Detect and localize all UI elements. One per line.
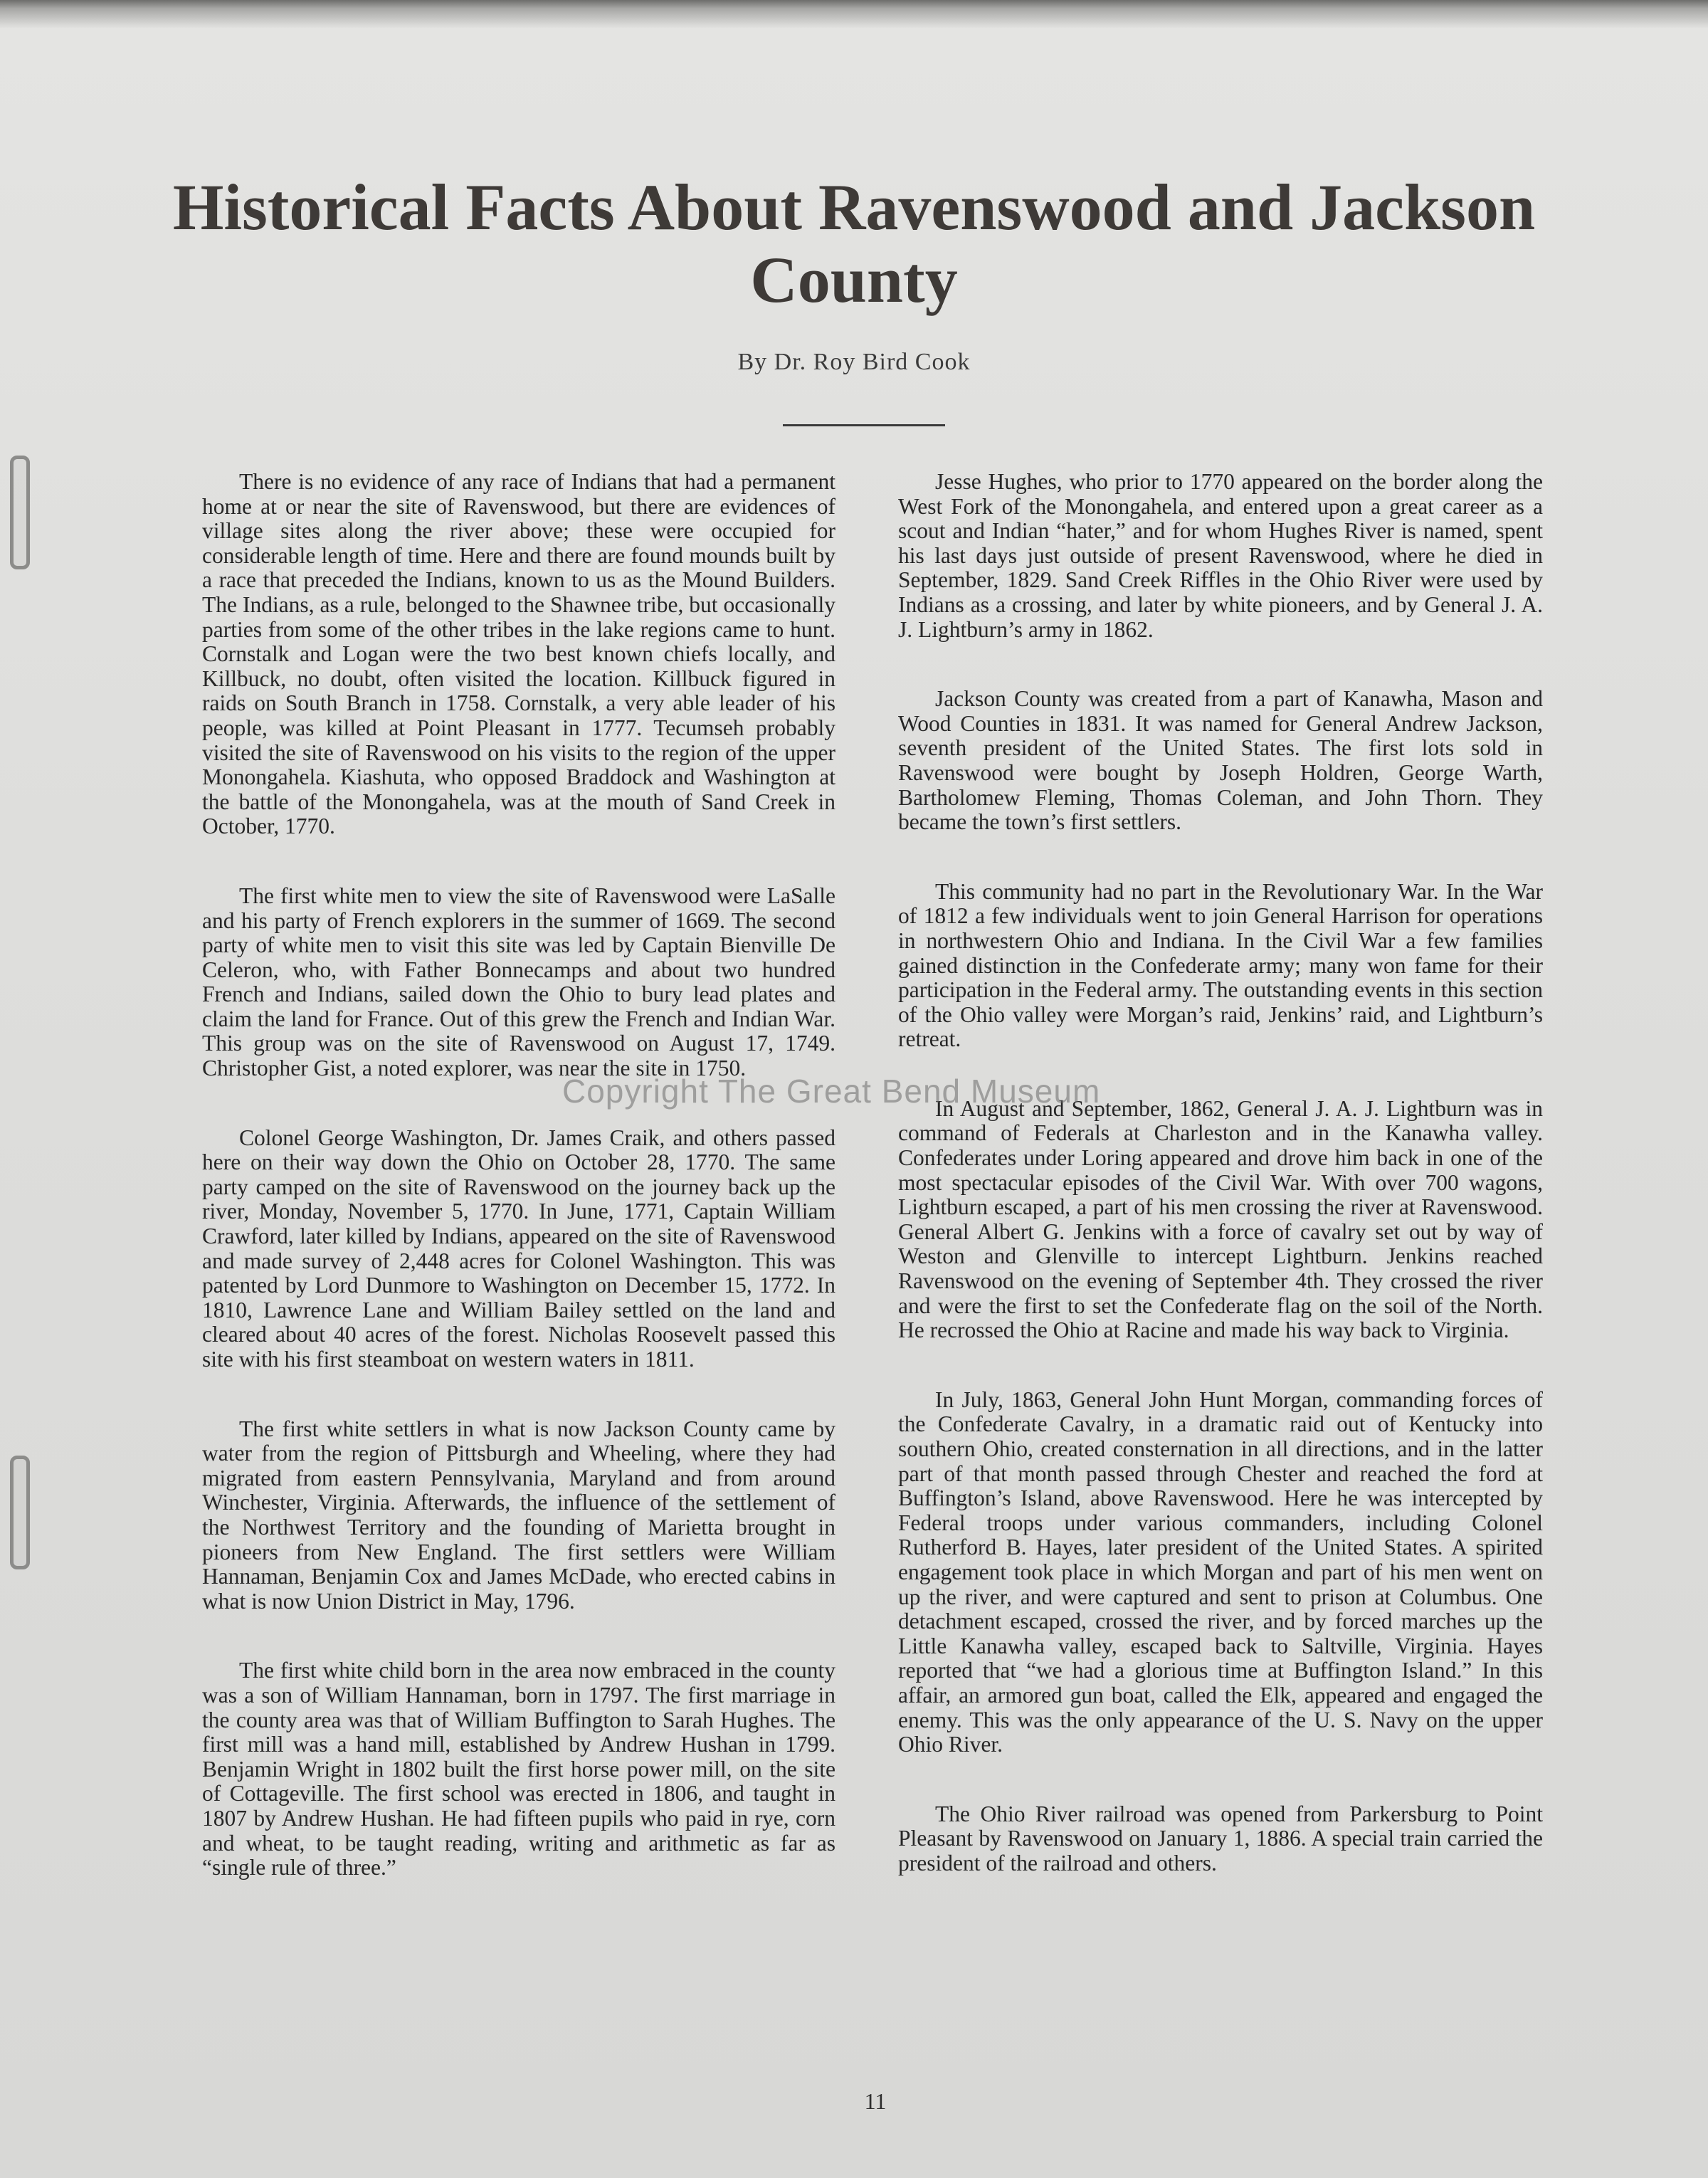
paragraph: This community had no part in the Revolutionary War. In the War of 1812 a few individuals went to join General Harrison for operations in northwestern Ohio and Indiana. In the Civil War a few families gained distinction in the Confederate army; many won fame for their participation in the Federal army. The outstanding events in this section of the Ohio valley were Morgan’s raid, Jenkins’ raid, and Lightburn’s retreat. — [898, 878, 1543, 1052]
paragraph: Jackson County was created from a part of Kanawha, Mason and Wood Counties in 1831. It was named for General Andrew Jackson, seventh president of the United States. The first lots sold in Ravenswood were bought by Joseph Holdren, George Warth, Bartholomew Fleming, Thomas Coleman, and John Thorn. They became the town’s first settlers. — [898, 686, 1543, 835]
paragraph: There is no evidence of any race of Indians that had a permanent home at or near the site of Ravenswood, but there are evidences of village sites along the river above; these were occupied for considerable length of time. Here and there are found mounds built by a race that preceded the Indians, known to us as the Mound Builders. The Indians, as a rule, belonged to the Shawnee tribe, but occasionally parties from some of the other tribes in the lake regions came to hunt. Cornstalk and Logan were the two best known chiefs locally, and Killbuck, no doubt, often visited the location. Killbuck figured in raids on South Branch in 1758. Cornstalk, a very able leader of his people, was killed at Point Pleasant in 1777. Tecumseh probably visited the site of Ravenswood on his visits to the region of the upper Monongahela. Kiashuta, who opposed Braddock and Washington at the battle of the Monongahela, was at the mouth of Sand Creek in October, 1770. — [202, 469, 835, 839]
right-column — [898, 470, 1543, 1921]
page-number: 11 — [864, 2088, 887, 2114]
paragraph: The Ohio River railroad was opened from Parkersburg to Point Pleasant by Ravenswood on January 1, 1886. A special train carried the president of the railroad and others. — [898, 1801, 1543, 1876]
page-top-edge — [0, 0, 1708, 28]
left-column — [202, 470, 835, 1925]
paragraph: The first white child born in the area now embraced in the county was a son of William Hannaman, born in 1797. The first marriage in the county area was that of William Buffington to Sarah Hughes. The first mill was a hand mill, established by Andrew Hushan in 1799. Benjamin Wright in 1802 built the first horse power mill, on the site of Cottageville. The first school was erected in 1806, and taught in 1807 by Andrew Hushan. He had fifteen pupils who paid in rye, corn and wheat, to be taught reading, writing and arithmetic as far as “single rule of three.” — [202, 1658, 835, 1880]
title-divider — [783, 424, 945, 426]
paragraph: In August and September, 1862, General J. A. J. Lightburn was in command of Federals at Charleston and in the Kanawha valley. Confederates under Loring appeared and drove him back in one of the most spectacular episodes of the Civil War. With over 700 wagons, Lightburn escaped, a part of his men crossing the river at Ravenswood. General Albert G. Jenkins with a force of cavalry set out by way of Weston and Glenville to intercept Lightburn. Jenkins reached Ravenswood on the evening of September 4th. They crossed the river and were the first to set the Confederate flag on the soil of the North. He recrossed the Ohio at Racine and made his way back to Virginia. — [898, 1095, 1543, 1343]
binding-staple-top — [10, 456, 30, 569]
paragraph: Jesse Hughes, who prior to 1770 appeared on the border along the West Fork of the Monongahela, and entered upon a great career as a scout and Indian “hater,” and for whom Hughes River is named, spent his last days just outside of present Ravenswood, where he died in September, 1829. Sand Creek Riffles in the Ohio River were used by Indians as a crossing, and later by white pioneers, and by General J. A. J. Lightburn’s army in 1862. — [898, 469, 1543, 642]
article-title: Historical Facts About Ravenswood and Jackson County — [172, 171, 1536, 316]
paragraph: In July, 1863, General John Hunt Morgan, commanding forces of the Confederate Cavalry, in a dramatic raid out of Kentucky into southern Ohio, created consternation in all directions, and in the latter part of that month passed through Chester and reached the ford at Buffington’s Island, above Ravenswood. Here he was intercepted by Federal troops under various commanders, including Colonel Rutherford B. Hayes, later president of the United States. A spirited engagement took place in which Morgan and part of his men went on up the river, and were captured and sent to prison at Columbus. One detachment escaped, crossed the river, and by forced marches up the Little Kanawha valley, escaped back to Saltville, Virginia. Hayes reported that “we had a glorious time at Buffington Island.” In this affair, an armored gun boat, called the Elk, appeared and engaged the enemy. This was the only appearance of the U. S. Navy on the upper Ohio River. — [898, 1387, 1543, 1757]
paragraph: Colonel George Washington, Dr. James Craik, and others passed here on their way down the Ohio on October 28, 1770. The same party camped on the site of Ravenswood on the journey back up the river, Monday, November 5, 1770. In June, 1771, Captain William Crawford, later killed by Indians, appeared on the site of Ravenswood and made survey of 2,448 acres for Colonel Washington. This was patented by Lord Dunmore to Washington on December 15, 1772. In 1810, Lawrence Lane and William Bailey settled on the land and cleared about 40 acres of the forest. Nicholas Roosevelt passed this site with his first steamboat on western waters in 1811. — [202, 1125, 835, 1372]
paragraph: The first white men to view the site of Ravenswood were LaSalle and his party of French explorers in the summer of 1669. The second party of white men to visit this site was led by Captain Bienville De Celeron, who, with Father Bonnecamps and about two hundred French and Indians, sailed down the Ohio to bury lead plates and claim the land for France. Out of this grew the French and Indian War. This group was on the site of Ravenswood on August 17, 1749. Christopher Gist, a noted explorer, was near the site in 1750. — [202, 883, 835, 1081]
article-byline: By Dr. Roy Bird Cook — [737, 349, 971, 375]
copyright-watermark: Copyright The Great Bend Museum — [562, 1073, 1101, 1110]
paragraph: The first white settlers in what is now Jackson County came by water from the region of Pittsburgh and Wheeling, where they had migrated from eastern Pennsylvania, Maryland and from around Winchester, Virginia. Afterwards, the influence of the settlement of the Northwest Territory and the founding of Marietta brought in pioneers from New England. The first settlers were William Hannaman, Benjamin Cox and James McDade, who erected cabins in what is now Union District in May, 1796. — [202, 1416, 835, 1614]
binding-staple-bottom — [10, 1456, 30, 1569]
